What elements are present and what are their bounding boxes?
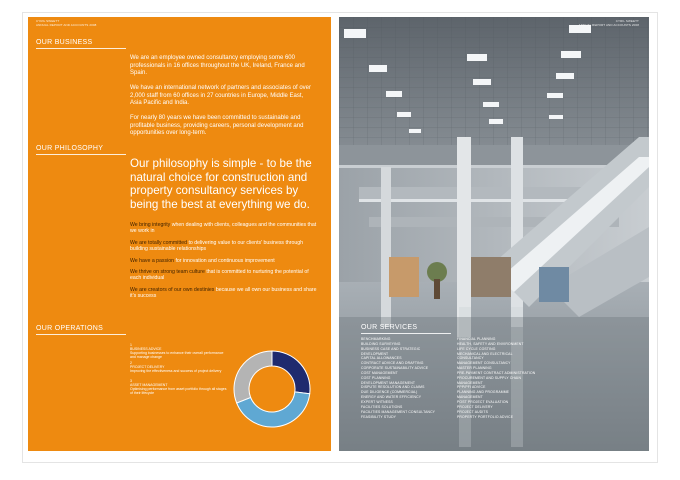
value-highlight: We have a passion	[130, 258, 175, 264]
business-heading: OUR BUSINESS	[36, 39, 93, 46]
left-header-line: CYRIL SWEETT	[36, 19, 60, 23]
service-item: BUILDING SURVEYING	[361, 341, 401, 346]
service-item: MANAGEMENT	[457, 395, 483, 400]
services-list-col2	[457, 337, 535, 419]
service-item: FACILITIES SOLUTIONS	[361, 404, 403, 409]
operation-item	[130, 361, 230, 373]
operation-number: 3	[130, 379, 132, 383]
value-highlight: We are totally committed	[130, 240, 187, 246]
service-item: MECHANICAL AND ELECTRICAL	[457, 351, 513, 356]
operation-title: BUSINESS ADVICE	[130, 347, 162, 352]
services-heading: OUR SERVICES	[361, 324, 418, 331]
left-page	[28, 17, 331, 451]
service-item: COST PLANNING	[361, 375, 391, 380]
service-item: BENCHMARKING	[361, 337, 391, 341]
operation-title: ASSET MANAGEMENT	[130, 383, 168, 388]
right-page-header	[579, 20, 639, 27]
value-text: to delivering value to our clients' business through building sustainable relationships	[130, 240, 304, 253]
value-text: because we all own our business and share it's success	[130, 287, 317, 300]
service-item: MANAGEMENT CONSULTANCY	[457, 361, 511, 366]
philosophy-heading: OUR PHILOSOPHY	[36, 145, 104, 152]
service-item: FEASIBILITY STUDY	[361, 414, 397, 419]
service-item: PPP/PFI ADVICE	[457, 385, 486, 390]
operation-number: 1	[130, 343, 132, 347]
value-statement	[130, 222, 320, 235]
service-item: MANAGEMENT	[457, 380, 483, 385]
operation-title: PROJECT DELIVERY	[130, 365, 165, 370]
service-item: ENERGY AND WATER EFFICIENCY	[361, 395, 422, 400]
service-item: PROJECT AUDITS	[457, 409, 489, 414]
service-item: PROCUREMENT AND SUPPLY CHAIN	[457, 375, 522, 380]
value-highlight: We bring integrity	[130, 222, 171, 228]
operation-item	[130, 343, 230, 359]
business-heading-rule	[36, 48, 126, 49]
value-highlight: We are creators of our own destinies	[130, 287, 215, 293]
service-item: BUSINESS CASE AND STRATEGIC	[361, 346, 421, 351]
operations-heading: OUR OPERATIONS	[36, 325, 104, 332]
philosophy-statement: Our philosophy is simple - to be the natural choice for construction and property consultancy services by being the best at everything we do.	[130, 157, 312, 211]
service-item: PROPERTY PORTFOLIO ADVICE	[457, 414, 514, 419]
value-statement	[130, 269, 320, 282]
business-paragraph: We have an international network of partners and associates of over 2,000 staff from 60 offices in 27 countries in Europe, Middle East, Asia Pacific and India.	[130, 85, 311, 107]
left-header-line: ANNUAL REPORT AND ACCOUNTS 2008	[36, 22, 97, 27]
donut-slice-business-advice	[272, 351, 310, 394]
service-item: PROJECT DELIVERY	[457, 404, 493, 409]
services-list-col1	[361, 337, 435, 419]
value-text: that is committed to nurturing the potential of each individual	[130, 269, 309, 282]
value-statement	[130, 258, 320, 264]
donut-slice-asset-management	[234, 351, 272, 403]
service-item: DUE DILIGENCE (COMMERCIAL)	[361, 390, 418, 395]
service-item: DEVELOPMENT	[361, 351, 389, 356]
services-heading-rule	[361, 333, 451, 334]
business-paragraph: For nearly 80 years we have been committed to sustainable and profitable business, providing careers, personal development and opportunities over long-term.	[130, 115, 304, 137]
service-item: PLANNING AND PROGRAMME	[457, 390, 510, 395]
right-header-line: CYRIL SWEETT	[615, 19, 639, 23]
operations-heading-rule	[36, 334, 126, 335]
right-page-photo	[339, 17, 649, 451]
value-highlight: We thrive on strong team culture	[130, 269, 205, 275]
value-statement	[130, 287, 320, 300]
value-text: for innovation and continuous improvement	[174, 258, 275, 264]
service-item: POST PROJECT EVALUATION	[457, 399, 509, 404]
service-item: CONSULTANCY	[457, 356, 484, 361]
service-item: DISPUTE RESOLUTION AND CLAIMS	[361, 385, 425, 390]
service-item: HEALTH, SAFETY AND ENVIRONMENT	[457, 341, 524, 346]
operation-desc: Supporting businesses to enhance their overall performance and manage change	[130, 351, 224, 360]
service-item: PRE-PAYMENT CONTRACT ADMINISTRATION	[457, 370, 536, 375]
service-item: FINANCIAL PLANNING	[457, 337, 496, 341]
left-page-header	[36, 20, 96, 27]
operation-desc: Optimising performance from asset portfolio through all stages of their lifecycle	[130, 387, 227, 396]
operation-number: 2	[130, 361, 132, 365]
service-item: COST MANAGEMENT	[361, 370, 398, 375]
service-item: CAPITAL ALLOWANCES	[361, 356, 402, 361]
operation-desc: Improving the effectiveness and success of project delivery	[130, 369, 222, 374]
right-header-line: ANNUAL REPORT AND ACCOUNTS 2008	[578, 22, 639, 27]
service-item: EXPERT WITNESS	[361, 399, 393, 404]
philosophy-heading-rule	[36, 154, 126, 155]
service-item: LIFE CYCLE COSTING	[457, 346, 496, 351]
service-item: MASTER PLANNING	[457, 366, 492, 371]
service-item: FACILITIES MANAGEMENT CONSULTANCY	[361, 409, 436, 414]
service-item: CORPORATE SUSTAINABILITY ADVICE	[361, 366, 429, 371]
service-item: DEVELOPMENT MANAGEMENT	[361, 380, 416, 385]
business-paragraph: We are an employee owned consultancy employing some 600 professionals in 16 offices throughout the UK, Ireland, France and Spain.	[130, 55, 305, 77]
operations-donut-chart	[224, 341, 320, 437]
operation-item	[130, 379, 230, 395]
service-item: CONTRACT ADVICE AND DRAFTING	[361, 361, 424, 366]
value-text: when dealing with clients, colleagues and the communities that we work in	[130, 222, 317, 235]
value-statement	[130, 240, 320, 253]
